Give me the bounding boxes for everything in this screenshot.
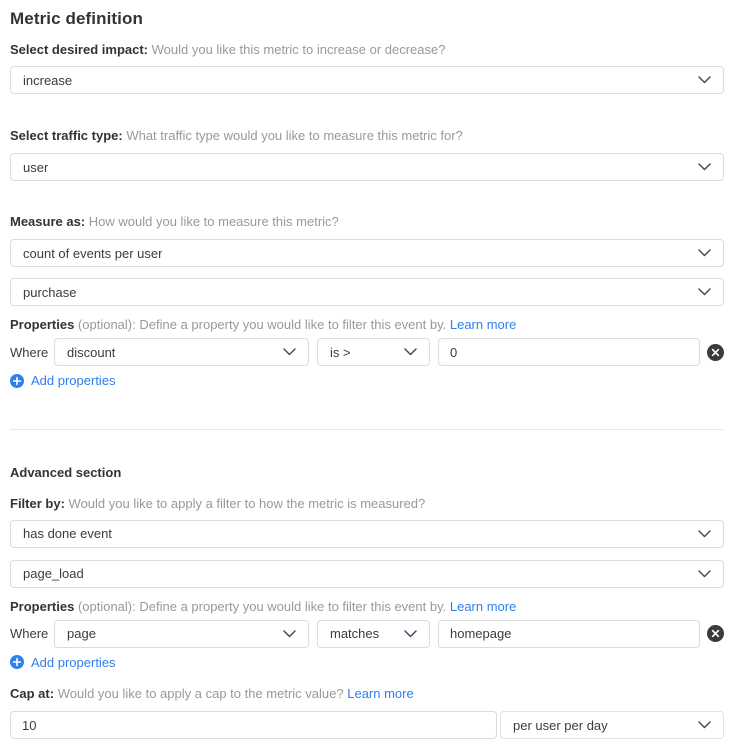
cap-unit-select[interactable]: [500, 711, 724, 739]
traffic-select-value: user: [23, 159, 49, 175]
impact-select[interactable]: [10, 66, 724, 94]
filter-condition-select[interactable]: [10, 520, 724, 548]
traffic-label-row: [10, 128, 724, 143]
properties1-add-label: Add properties: [31, 373, 116, 388]
measure-event-value: purchase: [23, 284, 77, 300]
measure-label: Measure as:: [10, 214, 86, 229]
cap-value-input[interactable]: [10, 711, 497, 739]
cap-unit-value: per user per day: [513, 717, 608, 733]
properties2-where-label: Where: [10, 626, 49, 641]
properties2-where-row: [10, 620, 724, 648]
chevron-down-icon: [698, 288, 711, 296]
plus-circle-icon: [10, 655, 24, 669]
cap-hint: Would you like to apply a cap to the metric value?: [57, 686, 344, 701]
properties1-operator-select[interactable]: [317, 338, 430, 366]
cap-label-row: [10, 686, 724, 701]
properties2-property-select[interactable]: [54, 620, 309, 648]
filter-condition-value: has done event: [23, 526, 112, 541]
properties1-hint: Define a property you would like to filter this event by.: [139, 317, 447, 332]
properties2-label: Properties: [10, 598, 75, 614]
properties2-add-label: Add properties: [31, 654, 116, 670]
properties2-line: [10, 599, 724, 614]
cap-label: Cap at:: [10, 686, 55, 701]
advanced-section-heading: Advanced section: [10, 464, 122, 480]
measure-label-row: [10, 214, 724, 229]
measure-aggregation-value: count of events per user: [23, 245, 163, 261]
page-title: Metric definition: [10, 9, 143, 28]
chevron-down-icon: [698, 76, 711, 84]
chevron-down-icon: [283, 348, 296, 356]
chevron-down-icon: [698, 530, 711, 538]
traffic-select[interactable]: [10, 153, 724, 181]
impact-select-value: increase: [23, 72, 73, 88]
properties2-hint: Define a property you would like to filter this event by.: [139, 598, 447, 614]
cap-row: [10, 711, 724, 739]
properties2-optional: (optional):: [77, 598, 136, 614]
properties1-line: [10, 317, 724, 332]
filter-event-select[interactable]: [10, 560, 724, 588]
properties1-add-button[interactable]: [10, 373, 116, 388]
properties2-value-input[interactable]: [438, 620, 700, 648]
properties2-operator-value: matches: [330, 626, 380, 641]
plus-circle-icon: [10, 374, 24, 388]
properties1-remove-button[interactable]: [707, 344, 724, 361]
properties2-add-button[interactable]: [10, 655, 116, 670]
section-divider: [10, 429, 724, 430]
chevron-down-icon: [698, 249, 711, 257]
filter-label-row: [10, 496, 724, 511]
properties1-label: Properties: [10, 317, 75, 332]
properties2-learn-more-link[interactable]: Learn more: [449, 598, 517, 614]
chevron-down-icon: [698, 721, 711, 729]
impact-label: Select desired impact:: [10, 42, 148, 57]
properties1-property-select[interactable]: [54, 338, 309, 366]
properties1-learn-more-link[interactable]: Learn more: [449, 317, 517, 332]
properties2-remove-button[interactable]: [707, 625, 724, 642]
filter-label: Filter by:: [10, 495, 65, 511]
chevron-down-icon: [698, 163, 711, 171]
chevron-down-icon: [404, 630, 417, 638]
close-icon: [707, 344, 724, 361]
traffic-label: Select traffic type:: [10, 128, 123, 143]
chevron-down-icon: [698, 570, 711, 578]
properties1-property-value: discount: [67, 344, 116, 360]
filter-hint: Would you like to apply a filter to how the metric is measured?: [68, 495, 426, 511]
traffic-hint: What traffic type would you like to measure this metric for?: [126, 128, 463, 143]
properties1-operator-value: is >: [330, 344, 351, 360]
chevron-down-icon: [404, 348, 417, 356]
chevron-down-icon: [283, 630, 296, 638]
measure-hint: How would you like to measure this metric?: [88, 214, 339, 229]
impact-label-row: [10, 42, 724, 57]
properties1-value-input[interactable]: [438, 338, 700, 366]
properties2-operator-select[interactable]: [317, 620, 430, 648]
properties1-where-row: [10, 338, 724, 366]
filter-event-value: page_load: [23, 566, 84, 581]
measure-aggregation-select[interactable]: [10, 239, 724, 267]
impact-hint: Would you like this metric to increase or decrease?: [151, 42, 446, 57]
properties2-property-value: page: [67, 626, 96, 641]
cap-learn-more-link[interactable]: Learn more: [347, 686, 414, 701]
measure-event-select[interactable]: [10, 278, 724, 306]
properties1-optional: (optional):: [77, 317, 136, 332]
properties1-where-label: Where: [10, 344, 49, 360]
close-icon: [707, 625, 724, 642]
